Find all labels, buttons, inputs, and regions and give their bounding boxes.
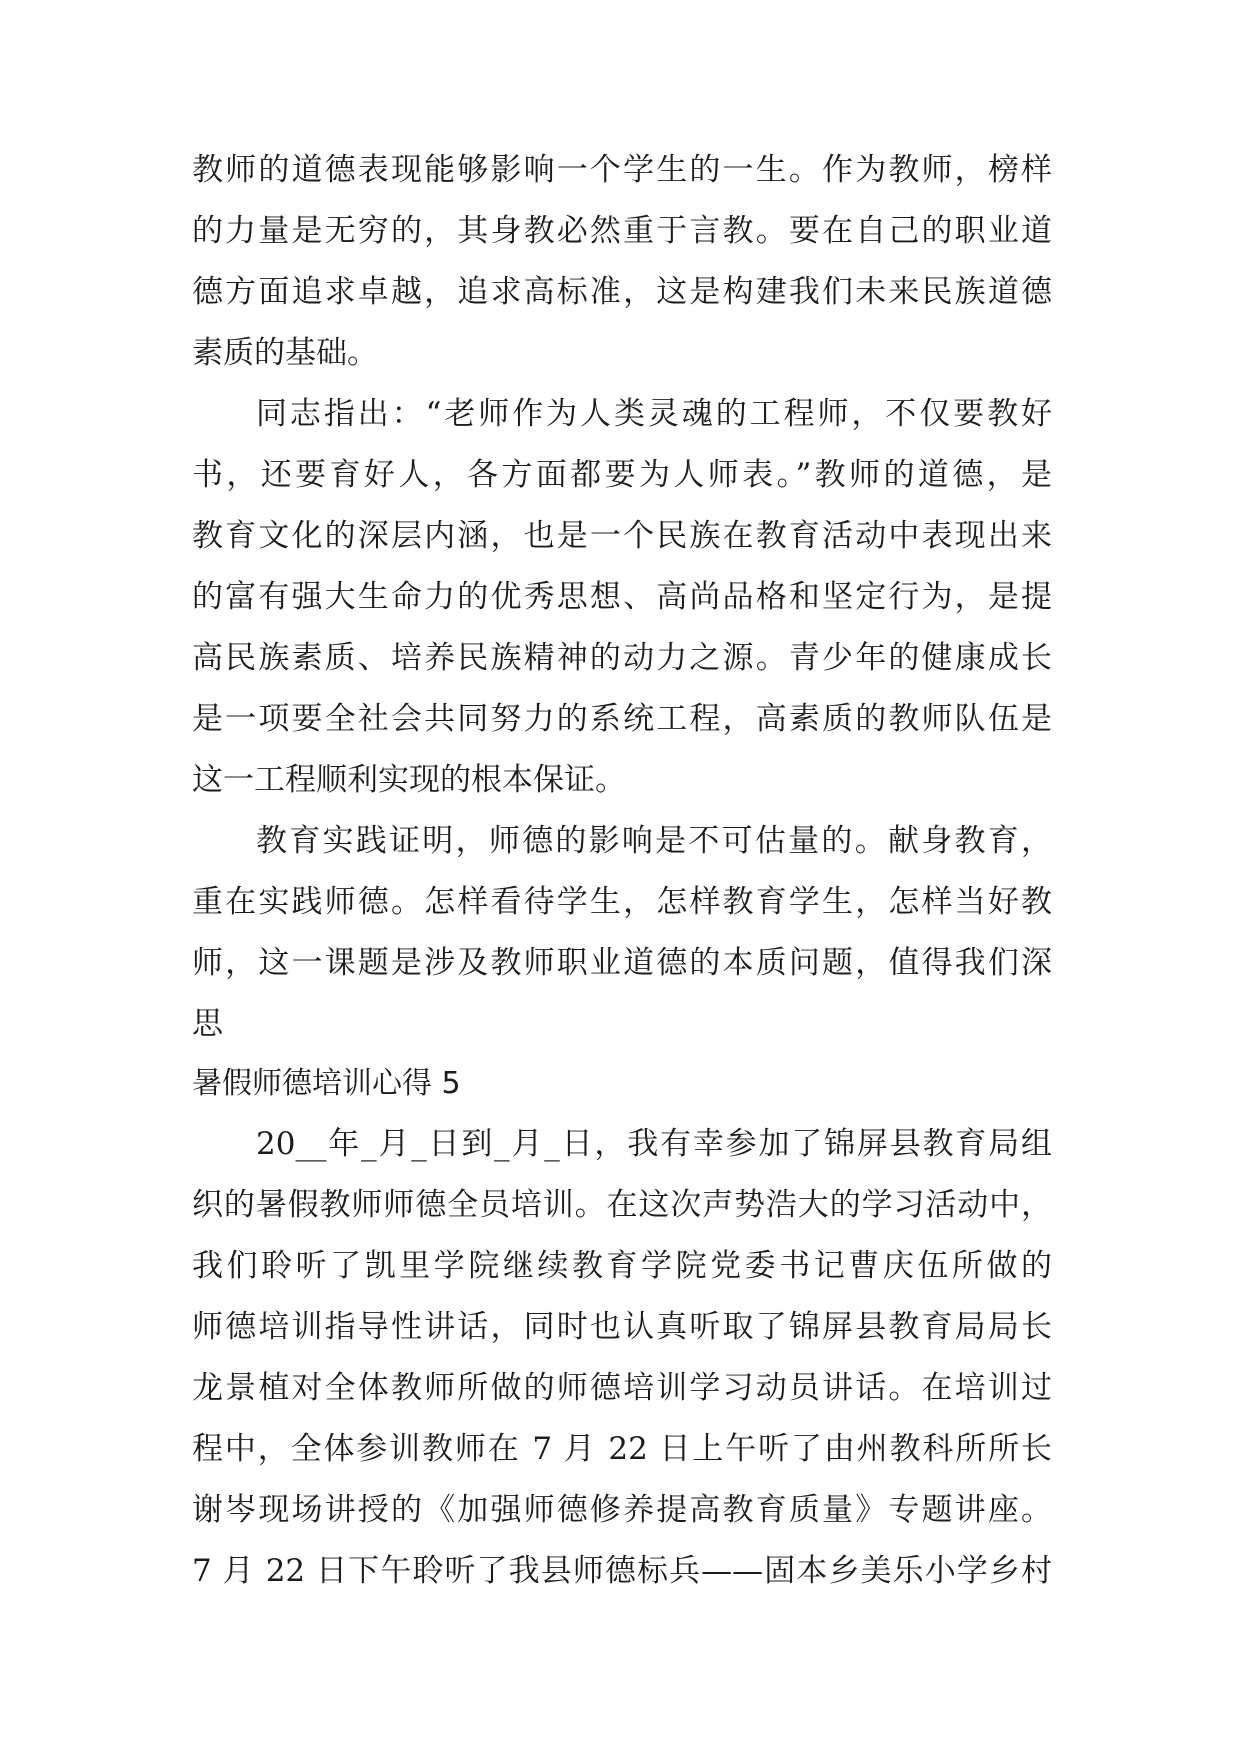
paragraph-line: 谢岑现场讲授的《加强师德修养提高教育质量》专题讲座。 bbox=[192, 1492, 1052, 1528]
paragraph-line: 师，这一课题是涉及教师职业道德的本质问题，值得我们深 bbox=[192, 945, 1052, 981]
paragraph-line: 的力量是无穷的，其身教必然重于言教。要在自己的职业道 bbox=[192, 213, 1052, 249]
paragraph-line: 思 bbox=[192, 1006, 223, 1042]
paragraph-line: 教育实践证明，师德的影响是不可估量的。献身教育， bbox=[256, 823, 1052, 859]
paragraph-line: 同志指出：“老师作为人类灵魂的工程师，不仅要教好 bbox=[256, 396, 1052, 432]
section-heading: 暑假师德培训心得 5 bbox=[192, 1066, 461, 1101]
paragraph-line: 教师的道德表现能够影响一个学生的一生。作为教师，榜样 bbox=[192, 152, 1052, 188]
paragraph-line: 20__年_月_日到_月_日，我有幸参加了锦屏县教育局组 bbox=[256, 1126, 1052, 1162]
paragraph-line: 重在实践师德。怎样看待学生，怎样教育学生，怎样当好教 bbox=[192, 884, 1052, 920]
paragraph-line: 是一项要全社会共同努力的系统工程，高素质的教师队伍是 bbox=[192, 701, 1052, 737]
paragraph-line: 织的暑假教师师德全员培训。在这次声势浩大的学习活动中， bbox=[192, 1187, 1052, 1223]
paragraph-line: 德方面追求卓越，追求高标准，这是构建我们未来民族道德 bbox=[192, 274, 1052, 310]
paragraph-line: 程中，全体参训教师在 7 月 22 日上午听了由州教科所所长 bbox=[192, 1431, 1052, 1467]
paragraph-line: 我们聆听了凯里学院继续教育学院党委书记曹庆伍所做的 bbox=[192, 1248, 1052, 1284]
paragraph-line: 书，还要育好人，各方面都要为人师表。”教师的道德，是 bbox=[192, 457, 1052, 493]
paragraph-line: 教育文化的深层内涵，也是一个民族在教育活动中表现出来 bbox=[192, 518, 1052, 554]
paragraph-line: 龙景植对全体教师所做的师德培训学习动员讲话。在培训过 bbox=[192, 1370, 1052, 1406]
paragraph-line: 这一工程顺利实现的根本保证。 bbox=[192, 762, 626, 798]
paragraph-line: 7 月 22 日下午聆听了我县师德标兵——固本乡美乐小学乡村 bbox=[192, 1553, 1052, 1589]
paragraph-line: 素质的基础。 bbox=[192, 335, 378, 371]
paragraph-line: 师德培训指导性讲话，同时也认真听取了锦屏县教育局局长 bbox=[192, 1309, 1052, 1345]
paragraph-line: 高民族素质、培养民族精神的动力之源。青少年的健康成长 bbox=[192, 640, 1052, 676]
paragraph-line: 的富有强大生命力的优秀思想、高尚品格和坚定行为，是提 bbox=[192, 579, 1052, 615]
